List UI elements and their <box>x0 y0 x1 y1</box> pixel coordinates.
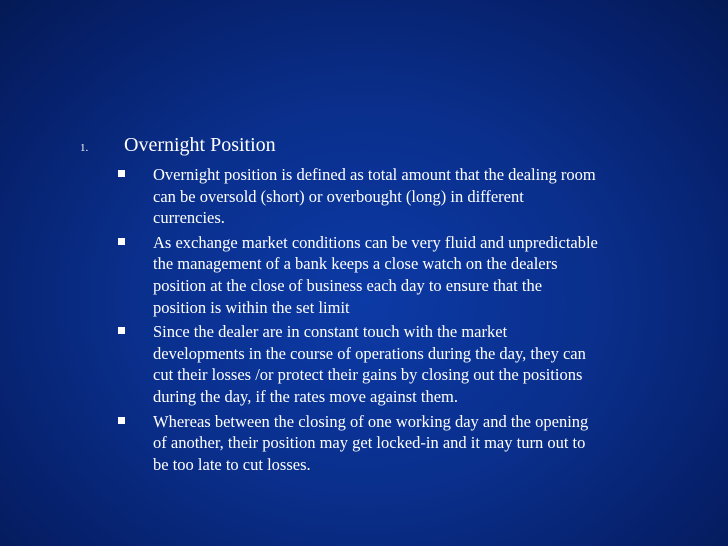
heading-title: Overnight Position <box>124 134 276 156</box>
square-bullet-icon <box>118 170 125 177</box>
numbered-heading <box>0 132 728 162</box>
heading-number: 1. <box>80 142 89 154</box>
square-bullet-icon <box>118 238 125 245</box>
bullet-item <box>0 321 728 407</box>
bullet-text: Overnight position is defined as total amount that the dealing room can be oversold (short) or overbought (long) in different currencies. <box>153 165 596 228</box>
bullet-list <box>0 164 728 478</box>
square-bullet-icon <box>118 327 125 334</box>
square-bullet-icon <box>118 417 125 424</box>
bullet-item <box>0 232 728 318</box>
bullet-item <box>0 164 728 229</box>
bullet-text: As exchange market conditions can be very fluid and unpredictable the management of a bank keeps a close watch on the dealers position at the close of business each day to ensure that the position is within the set limit <box>153 232 598 317</box>
bullet-text: Whereas between the closing of one working day and the opening of another, their position may get locked-in and it may turn out to be too late to cut losses. <box>153 411 589 474</box>
bullet-item <box>0 411 728 476</box>
bullet-text: Since the dealer are in constant touch with the market developments in the course of operations during the day, they can cut their losses /or protect their gains by closing out the positions during the day, if the rates move against them. <box>153 322 586 406</box>
